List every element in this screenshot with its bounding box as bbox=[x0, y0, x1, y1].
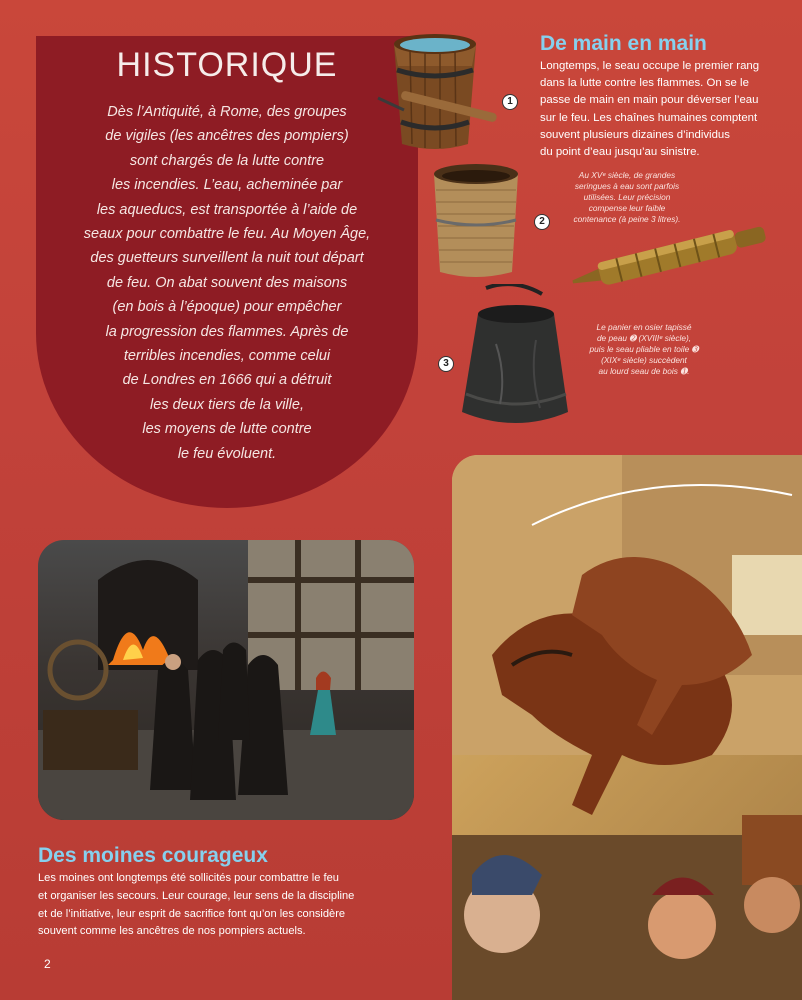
page-number: 2 bbox=[44, 957, 51, 971]
text-line: dans la lutte contre les flammes. On se le bbox=[540, 77, 749, 90]
text-line: souvent plusieurs dizaines d’individus bbox=[540, 128, 730, 141]
section-title: Des moines courageux bbox=[38, 844, 268, 867]
monks-fire-illustration bbox=[38, 540, 414, 820]
caption-line: contenance (à peine 3 litres). bbox=[573, 214, 681, 224]
caption-line: Le panier en osier tapissé bbox=[596, 322, 692, 332]
caption-line: puis le seau pliable en toile ➌ bbox=[589, 344, 699, 354]
wicker-bucket-image bbox=[426, 160, 526, 284]
intro-line: les moyens de lutte contre bbox=[142, 421, 312, 438]
intro-line: la progression des flammes. Après de bbox=[105, 323, 349, 340]
text-line: passe de main en main pour déverser l’eau bbox=[540, 94, 759, 107]
leather-bucket-image bbox=[456, 284, 574, 434]
caption-line: de peau ➋ (XVIIIᵉ siècle), bbox=[596, 333, 692, 343]
intro-text bbox=[56, 100, 398, 466]
intro-line: terribles incendies, comme celui bbox=[123, 348, 331, 365]
page-title: HISTORIQUE bbox=[116, 46, 338, 84]
water-syringe-image bbox=[558, 222, 776, 296]
intro-line: sont chargés de la lutte contre bbox=[129, 152, 325, 169]
caption-line: compense leur faible bbox=[588, 203, 666, 213]
caption-line: seringues à eau sont parfois bbox=[574, 181, 680, 191]
intro-line: les deux tiers de la ville, bbox=[150, 396, 304, 413]
intro-line: les incendies. L’eau, acheminée par bbox=[111, 177, 343, 194]
section-text bbox=[540, 58, 780, 161]
intro-line: le feu évoluent. bbox=[177, 445, 277, 462]
wooden-bucket-image bbox=[370, 26, 500, 158]
intro-line: Dès l’Antiquité, à Rome, des groupes bbox=[107, 104, 347, 120]
text-line: souvent comme les ancêtres de nos pompiers actuels. bbox=[38, 925, 306, 938]
intro-line: de vigiles (les ancêtres des pompiers) bbox=[105, 128, 349, 145]
text-line: et organiser les secours. Leur courage, leur sens de la discipline bbox=[38, 889, 355, 902]
caption-line: utilisées. Leur précision bbox=[583, 192, 671, 202]
section-text bbox=[38, 870, 418, 941]
caption-line: Au XVᵉ siècle, de grandes bbox=[578, 170, 676, 180]
intro-line: des guetteurs surveillent la nuit tout départ bbox=[90, 250, 364, 267]
section-title: De main en main bbox=[540, 32, 707, 55]
marker-3: 3 bbox=[438, 356, 454, 372]
intro-line: de Londres en 1666 qui a détruit bbox=[122, 372, 332, 389]
intro-line: de feu. On abat souvent des maisons bbox=[106, 274, 348, 291]
text-line: Longtemps, le seau occupe le premier rang bbox=[540, 60, 760, 72]
text-line: et de l’initiative, leur esprit de sacrifice font qu’on les considère bbox=[38, 907, 346, 920]
marker-2: 2 bbox=[534, 214, 550, 230]
caption-line: (XIXᵉ siècle) succèdent bbox=[601, 355, 687, 365]
intro-line: les aqueducs, est transportée à l’aide de bbox=[96, 201, 358, 218]
bucket-caption bbox=[576, 322, 712, 377]
text-line: sur le feu. Les chaînes humaines comptent bbox=[540, 111, 758, 124]
intro-line: seaux pour combattre le feu. Au Moyen Âge, bbox=[83, 226, 371, 243]
syringe-caption bbox=[568, 170, 686, 225]
text-line: du point d’eau jusqu’au sinistre. bbox=[540, 146, 700, 159]
intro-line: (en bois à l’époque) pour empêcher bbox=[112, 299, 342, 316]
horse-drawn-fire-engine-illustration bbox=[452, 455, 802, 1000]
text-line: Les moines ont longtemps été sollicités pour combattre le feu bbox=[38, 872, 339, 884]
caption-line: au lourd seau de bois ➊. bbox=[598, 366, 690, 376]
marker-1: 1 bbox=[502, 94, 518, 110]
